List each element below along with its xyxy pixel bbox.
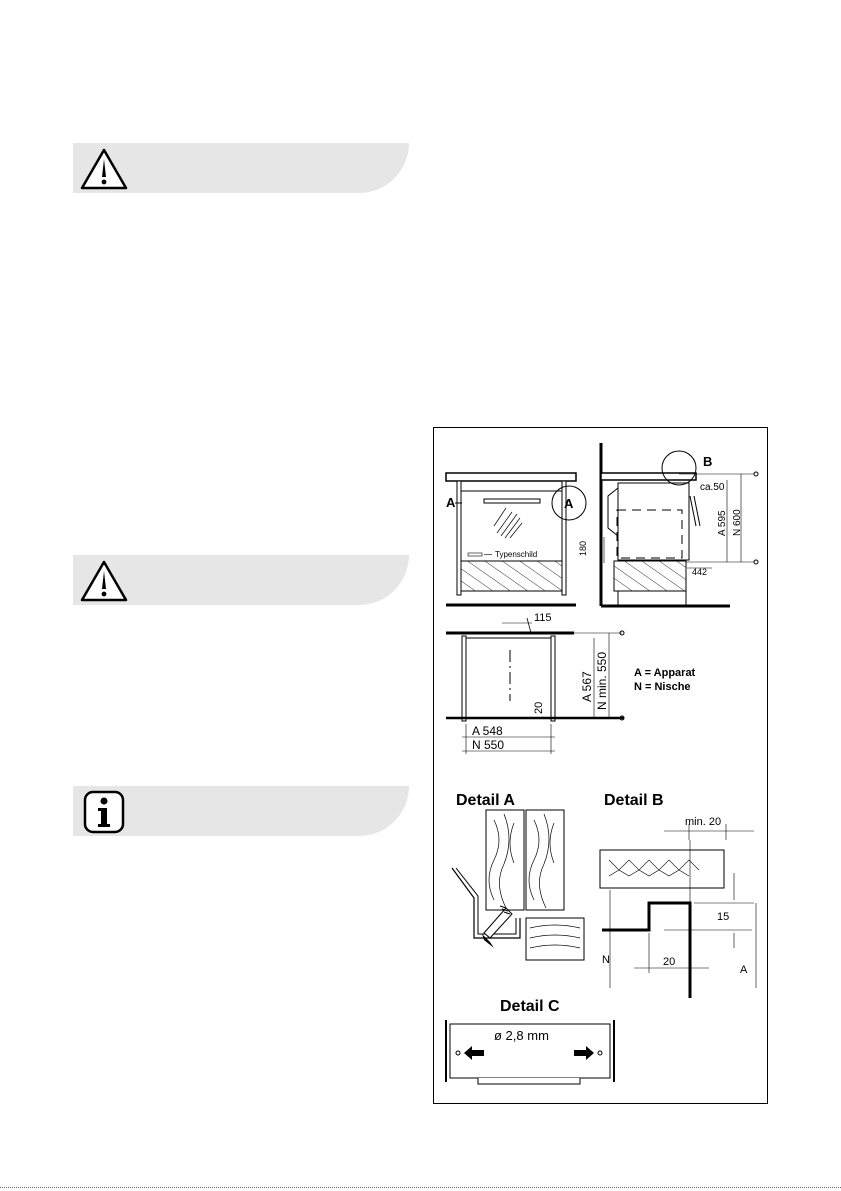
installation-figure <box>433 427 768 1104</box>
detail-b-title: Detail B <box>604 792 664 809</box>
bottom-dotted-rule <box>0 1187 841 1188</box>
detail-a <box>452 792 584 960</box>
dim-n-min550: N min. 550 <box>595 651 609 710</box>
warning-banner-1 <box>73 143 409 193</box>
detail-b <box>600 792 756 998</box>
dim-442: 442 <box>692 567 708 577</box>
installation-diagram <box>434 428 767 1103</box>
legend-apparat: A = Apparat <box>634 667 696 679</box>
dim-a595: A 595 <box>717 510 728 536</box>
detail-b-20: 20 <box>663 956 676 968</box>
top-view <box>446 612 624 754</box>
detail-b-marker: B <box>703 454 713 469</box>
legend-nische: N = Nische <box>634 681 691 693</box>
info-icon <box>79 790 129 834</box>
front-view <box>446 473 586 605</box>
warning-triangle-icon <box>79 559 129 603</box>
detail-c <box>446 998 614 1084</box>
section-a-label: A <box>446 495 456 510</box>
dim-n550: N 550 <box>472 738 505 752</box>
dim-a567: A 567 <box>580 671 594 702</box>
detail-c-diameter: ø 2,8 mm <box>494 1028 549 1043</box>
dim-n600: N 600 <box>732 509 743 536</box>
warning-triangle-icon <box>79 147 129 191</box>
detail-b-min20: min. 20 <box>685 816 722 828</box>
detail-c-title: Detail C <box>500 998 560 1015</box>
dim-ca50: ca.50 <box>700 482 725 493</box>
detail-b-15: 15 <box>717 911 730 923</box>
dim-20: 20 <box>533 701 545 714</box>
side-view <box>578 443 758 606</box>
dim-180: 180 <box>578 540 588 556</box>
detail-b-A: A <box>740 964 748 976</box>
info-banner <box>73 786 409 836</box>
detail-a-marker: A <box>564 496 574 511</box>
detail-b-N: N <box>602 954 610 966</box>
detail-a-title: Detail A <box>456 792 515 809</box>
typenschild-label: Typenschild <box>495 550 538 559</box>
legend <box>634 667 696 693</box>
dim-115: 115 <box>534 612 552 624</box>
warning-banner-2 <box>73 555 409 605</box>
dim-a548: A 548 <box>472 724 503 738</box>
